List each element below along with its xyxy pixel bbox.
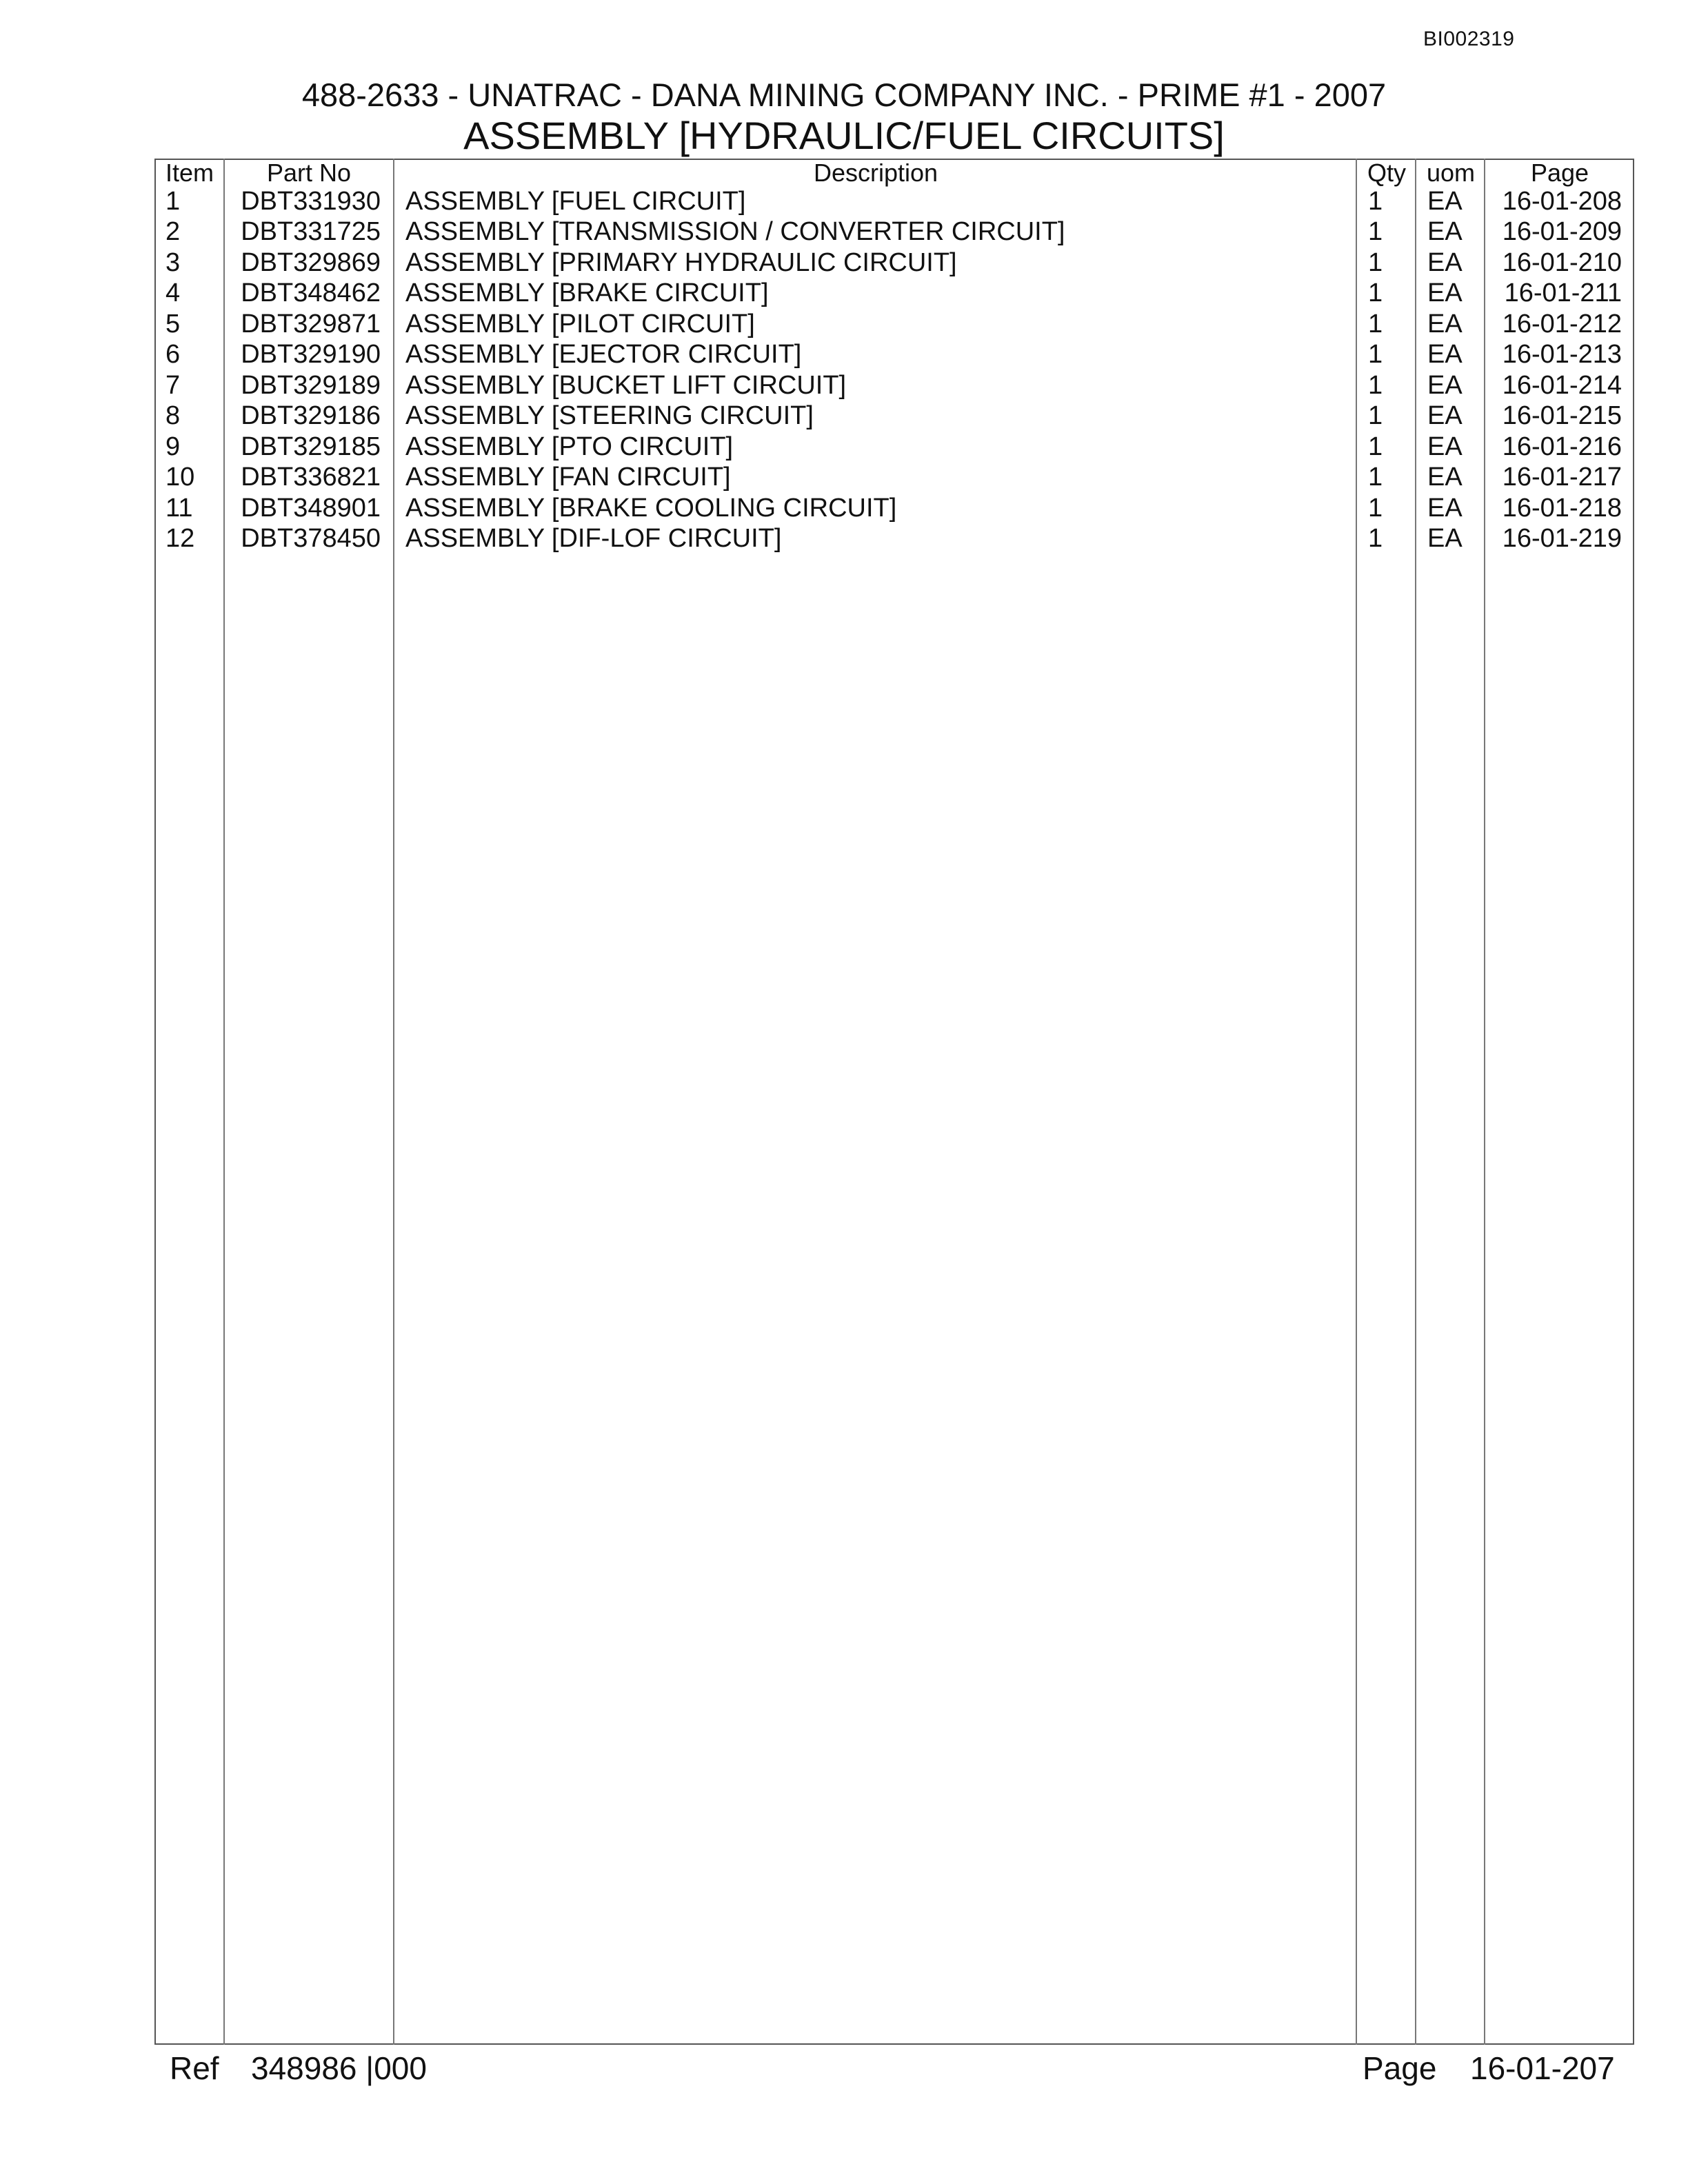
item-number: 12 (165, 524, 195, 553)
part-number: DBT329869 (241, 248, 381, 277)
part-number: DBT331930 (241, 187, 381, 216)
part-number: DBT378450 (241, 524, 381, 553)
column-divider-uom (1484, 159, 1485, 2045)
column-divider-qty (1415, 159, 1416, 2045)
quantity: 1 (1368, 524, 1383, 553)
item-number: 7 (165, 371, 181, 400)
description: ASSEMBLY [DIF-LOF CIRCUIT] (405, 524, 782, 553)
quantity: 1 (1368, 248, 1383, 277)
description: ASSEMBLY [BUCKET LIFT CIRCUIT] (405, 371, 847, 400)
page-reference: 16-01-215 (1502, 401, 1622, 430)
quantity: 1 (1368, 187, 1383, 216)
description: ASSEMBLY [PRIMARY HYDRAULIC CIRCUIT] (405, 248, 957, 277)
page-reference: 16-01-209 (1502, 217, 1622, 246)
page-reference: 16-01-218 (1502, 494, 1622, 523)
unit-of-measure: EA (1427, 494, 1463, 523)
part-number: DBT329189 (241, 371, 381, 400)
column-divider-part-no (393, 159, 394, 2045)
document-title: 488-2633 - UNATRAC - DANA MINING COMPANY INC. - PRIME #1 - 2007 (301, 77, 1387, 113)
unit-of-measure: EA (1427, 340, 1463, 369)
part-number: DBT329190 (241, 340, 381, 369)
header-item: Item (165, 159, 214, 187)
quantity: 1 (1368, 310, 1383, 338)
header-qty: Qty (1367, 159, 1406, 187)
page-reference: 16-01-219 (1502, 524, 1622, 553)
part-number: DBT329186 (241, 401, 381, 430)
document-id: BI002319 (1423, 28, 1515, 50)
quantity: 1 (1368, 432, 1383, 461)
footer-ref-value: 348986 |000 (251, 2050, 427, 2086)
unit-of-measure: EA (1427, 217, 1463, 246)
quantity: 1 (1368, 463, 1383, 492)
item-number: 2 (165, 217, 181, 246)
description: ASSEMBLY [FUEL CIRCUIT] (405, 187, 746, 216)
part-number: DBT329185 (241, 432, 381, 461)
item-number: 9 (165, 432, 181, 461)
unit-of-measure: EA (1427, 432, 1463, 461)
page-reference: 16-01-210 (1502, 248, 1622, 277)
description: ASSEMBLY [BRAKE CIRCUIT] (405, 279, 769, 307)
description: ASSEMBLY [PILOT CIRCUIT] (405, 310, 755, 338)
description: ASSEMBLY [FAN CIRCUIT] (405, 463, 731, 492)
page-reference: 16-01-208 (1502, 187, 1622, 216)
unit-of-measure: EA (1427, 248, 1463, 277)
unit-of-measure: EA (1427, 463, 1463, 492)
description: ASSEMBLY [PTO CIRCUIT] (405, 432, 734, 461)
part-number: DBT336821 (241, 463, 381, 492)
description: ASSEMBLY [BRAKE COOLING CIRCUIT] (405, 494, 897, 523)
item-number: 10 (165, 463, 195, 492)
quantity: 1 (1368, 340, 1383, 369)
unit-of-measure: EA (1427, 524, 1463, 553)
column-divider-item (223, 159, 225, 2045)
unit-of-measure: EA (1427, 187, 1463, 216)
unit-of-measure: EA (1427, 310, 1463, 338)
footer-ref-label: Ref (170, 2050, 219, 2086)
quantity: 1 (1368, 217, 1383, 246)
item-number: 3 (165, 248, 181, 277)
quantity: 1 (1368, 494, 1383, 523)
column-divider-description (1356, 159, 1357, 2045)
page-reference: 16-01-212 (1502, 310, 1622, 338)
page-reference: 16-01-213 (1502, 340, 1622, 369)
unit-of-measure: EA (1427, 401, 1463, 430)
header-page: Page (1530, 159, 1589, 187)
item-number: 6 (165, 340, 181, 369)
header-uom: uom (1426, 159, 1476, 187)
item-number: 1 (165, 187, 181, 216)
unit-of-measure: EA (1427, 279, 1463, 307)
quantity: 1 (1368, 371, 1383, 400)
item-number: 11 (165, 494, 193, 523)
footer-page-label: Page (1363, 2050, 1437, 2086)
item-number: 5 (165, 310, 181, 338)
header-part-no: Part No (266, 159, 352, 187)
item-number: 8 (165, 401, 181, 430)
page-reference: 16-01-211 (1504, 279, 1622, 307)
quantity: 1 (1368, 401, 1383, 430)
part-number: DBT348462 (241, 279, 381, 307)
footer-page-value: 16-01-207 (1470, 2050, 1615, 2086)
document-subtitle: ASSEMBLY [HYDRAULIC/FUEL CIRCUITS] (463, 114, 1225, 157)
quantity: 1 (1368, 279, 1383, 307)
page-reference: 16-01-214 (1502, 371, 1622, 400)
description: ASSEMBLY [EJECTOR CIRCUIT] (405, 340, 802, 369)
part-number: DBT329871 (241, 310, 381, 338)
description: ASSEMBLY [STEERING CIRCUIT] (405, 401, 814, 430)
description: ASSEMBLY [TRANSMISSION / CONVERTER CIRCUIT] (405, 217, 1065, 246)
page-reference: 16-01-216 (1502, 432, 1622, 461)
page-reference: 16-01-217 (1502, 463, 1622, 492)
item-number: 4 (165, 279, 181, 307)
part-number: DBT348901 (241, 494, 381, 523)
part-number: DBT331725 (241, 217, 381, 246)
unit-of-measure: EA (1427, 371, 1463, 400)
header-description: Description (813, 159, 938, 187)
